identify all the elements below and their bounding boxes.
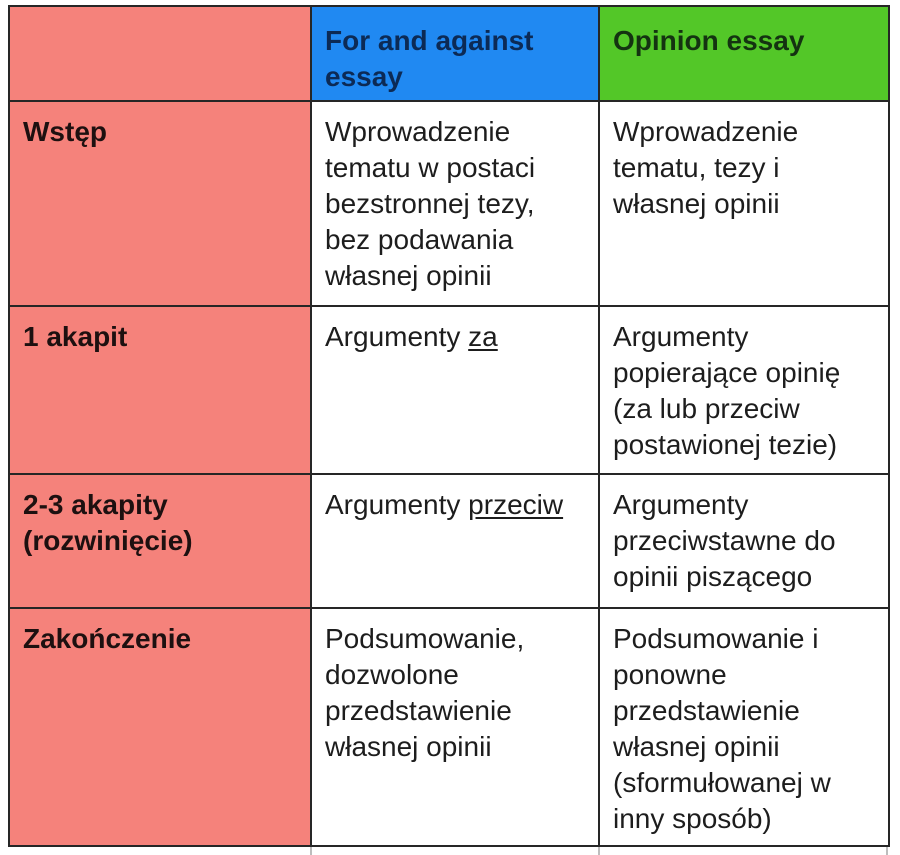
row-label-text: 1 akapit (23, 321, 128, 352)
row-label-1-akapit (10, 307, 312, 475)
cropped-row-border-stub (886, 847, 888, 855)
cell-text: Argumenty (325, 321, 469, 352)
row-label-text: Wstęp (23, 116, 107, 147)
cell-for-against-2-3-akapity (312, 475, 600, 609)
header-for-and-against-essay (312, 7, 600, 102)
cell-text: Argumenty przeciwstawne do opinii piszącego (613, 489, 836, 592)
row-label-text: 2-3 akapity (rozwinięcie) (23, 489, 193, 556)
cell-opinion-wstep (600, 102, 888, 307)
cell-opinion-zakonczenie (600, 609, 888, 845)
cropped-row-border-stub (598, 847, 600, 855)
cell-text: Podsumowanie, dozwolone przedstawienie własnej opinii (325, 623, 525, 762)
cell-opinion-2-3-akapity (600, 475, 888, 609)
row-label-text: Zakończenie (23, 623, 192, 654)
cell-text: Argumenty popierające opinię (za lub przeciw postawionej tezie) (613, 321, 841, 460)
cell-text-underlined: za (468, 321, 498, 352)
cell-for-against-zakonczenie (312, 609, 600, 845)
header-opinion-essay (600, 7, 888, 102)
cell-for-against-wstep (312, 102, 600, 307)
cell-text: Wprowadzenie tematu, tezy i własnej opinii (613, 116, 799, 219)
cell-text: Argumenty (325, 489, 469, 520)
header-for-and-against-label: For and against essay (325, 25, 534, 92)
corner-cell (10, 7, 312, 102)
cropped-row-border-stub (310, 847, 312, 855)
essay-comparison-table (8, 5, 890, 847)
row-label-wstep (10, 102, 312, 307)
header-opinion-label: Opinion essay (613, 25, 805, 56)
cell-text-underlined: przeciw (468, 489, 564, 520)
row-label-zakonczenie (10, 609, 312, 845)
cell-text: Wprowadzenie tematu w postaci bezstronnej tezy, bez podawania własnej opinii (325, 116, 536, 291)
cell-for-against-1-akapit (312, 307, 600, 475)
cell-text: Podsumowanie i ponowne przedstawienie własnej opinii (sformułowanej w inny sposób) (613, 623, 831, 834)
cell-opinion-1-akapit (600, 307, 888, 475)
row-label-2-3-akapity (10, 475, 312, 609)
